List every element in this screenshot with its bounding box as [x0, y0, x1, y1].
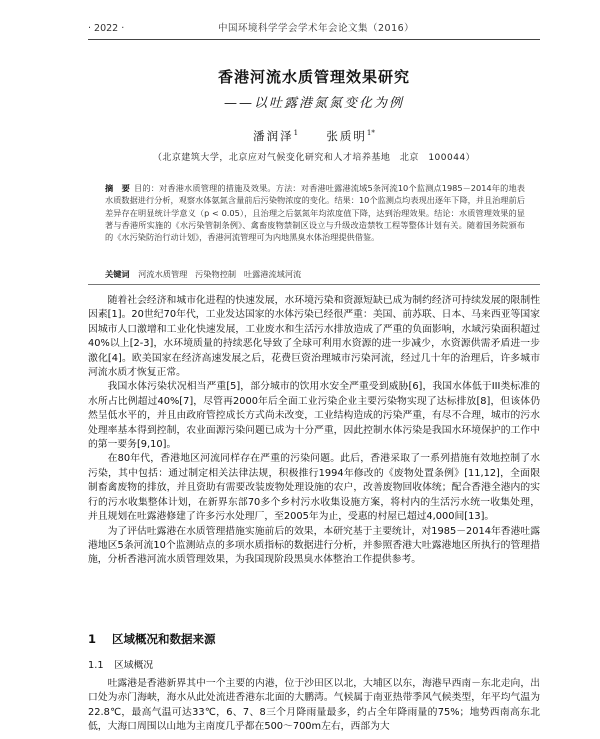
keywords-label: 关键词 — [105, 269, 130, 279]
header-rule — [88, 39, 540, 40]
keyword: 吐露港流域河流 — [243, 269, 302, 279]
author-name: 潘润泽 — [253, 129, 294, 143]
keyword: 河流水质管理 — [138, 269, 188, 279]
abstract-text: 目的：对香港水质管理的措施及效果。方法：对香港吐露港流域5条河流10个监测点1985－2014年的地表水质数据进行分析，观察水体氨氮含量前后污染物浓度的变化。结果：10个监测点均表现出逐年下降，并且治理前后差异存在明显统计学意义（p < 0.05），且治理之后氨氮年均浓度值下降，达到治理效果。结论：水质管理效果的显著与香港所实施的《水污染管制条例》、禽畜废物禁制区设立与升级改造禁牧工程等整体计划有关。随着国务院颁布的《水污染防治行动计划》，香港河流管理可为内地黑臭水体治理提供借鉴。 — [105, 183, 525, 243]
section-title: 区域概况和数据来源 — [112, 632, 216, 646]
abstract-rule — [88, 284, 540, 285]
body-paragraph: 在80年代，香港地区河流同样存在严重的污染问题。此后，香港采取了一系列措施有效地控制了水污染，其中包括：通过制定相关法律法规，积极推行1994年修改的《废物处置条例》[11,12]，全面限制畜禽废物的排放，并且资助有需要改装废物处理设施的农户，改善废物回收体统；配合香港全港内的实行的污水收集整体计划，在新界东部70多个乡村污水收集设施方案，将村内的生活污水统一收集处理，并且规划在吐露港修建了许多污水处理厂，至2005年为止，受惠的村屋已超过4,000间[13]。 — [88, 453, 540, 523]
keywords — [105, 268, 525, 280]
paper-title: 香港河流水质管理效果研究 — [217, 68, 410, 86]
journal-name: 中国环境科学学会学术年会论文集（2016） — [218, 23, 415, 34]
page-number: · 2022 · — [88, 23, 125, 34]
section-heading — [88, 631, 540, 647]
author-affil-mark: 1 — [293, 129, 299, 138]
abstract — [105, 182, 525, 243]
body-paragraph: 吐露港是香港新界其中一个主要的内港，位于沙田区以北，大埔区以东，海港早西南－东北走向，出口处为赤门海峡，海水从此处流进香港东北面的大鹏湾。气候属于南亚热带季风气候类型，年平均气温为22.8℃，最高气温可达33℃，6、7、8三个月降雨量最多，约占全年降雨量的75%；地势西南高东北低，大海口周围以山地为主南度几乎都在500～700m左右，西部为大 — [88, 678, 540, 733]
paper-subtitle: ——以吐露港氮氮变化为例 — [223, 96, 404, 111]
introduction-body — [88, 294, 540, 568]
subsection-heading — [88, 657, 540, 671]
subsection-number: 1.1 — [88, 660, 104, 671]
body-paragraph: 为了评估吐露港在水质管理措施实施前后的效果，本研究基于主要统计，对1985－2014年香港吐露港地区5条河流10个监测站点的多项水质指标的数据进行分析，并参照香港大吐露港地区所执行的管理措施，分析香港河流水质管理效果，为我国现阶段黑臭水体整治工作提供参考。 — [88, 525, 540, 566]
body-paragraph: 我国水体污染状况相当严重[5]，部分城市的饮用水安全严重受到威胁[6]，我国水体低于III类标准的水所占比例超过40%[7]，尽管再2000年后全面工业污染企业主要污染物实现了达标排放[8]，但该体仍然呈低水平的，并且由政府管控成长方式尚未改变，工业结构造成的污染严重，有尽不合理，城市的污水处理率基本得到控制，农业面源污染问题已成为十分严重，因此控制水体污染是我国水环境保护的工作中的第一要务[9,10]。 — [88, 381, 540, 451]
abstract-label: 摘 要 — [105, 183, 131, 193]
running-header — [88, 22, 540, 36]
subsection-title: 区域概况 — [114, 660, 154, 671]
affiliation: （北京建筑大学，北京应对气候变化研究和人才培养基地 北京 100044） — [152, 153, 476, 163]
author-affil-mark: 1* — [366, 129, 375, 138]
body-paragraph: 随着社会经济和城市化进程的快速发展，水环境污染和资源短缺已成为制约经济可持续发展的限制性因素[1]。20世纪70年代，工业发达国家的水体污染已经很严重：美国、前苏联、日本、马来西亚等国家因城市人口激增和工业化快速发展，工业废水和生活污水排放造成了严重的负面影响，水域污染面积超过40%以上[2-3]，水环境质量的持续恶化导致了全球可利用水资源的进一步减少，水资源供需矛盾进一步激化[4]。欧美国家在经济高速发展之后，花费巨资治理城市污染河流，经过几十年的治理后，许多城市河流水质才恢复正常。 — [88, 295, 540, 379]
keyword: 污染物控制 — [195, 269, 237, 279]
section-number: 1 — [88, 632, 97, 646]
author-name: 张质明 — [326, 129, 367, 143]
region-body — [88, 677, 540, 735]
author-list — [88, 128, 540, 144]
